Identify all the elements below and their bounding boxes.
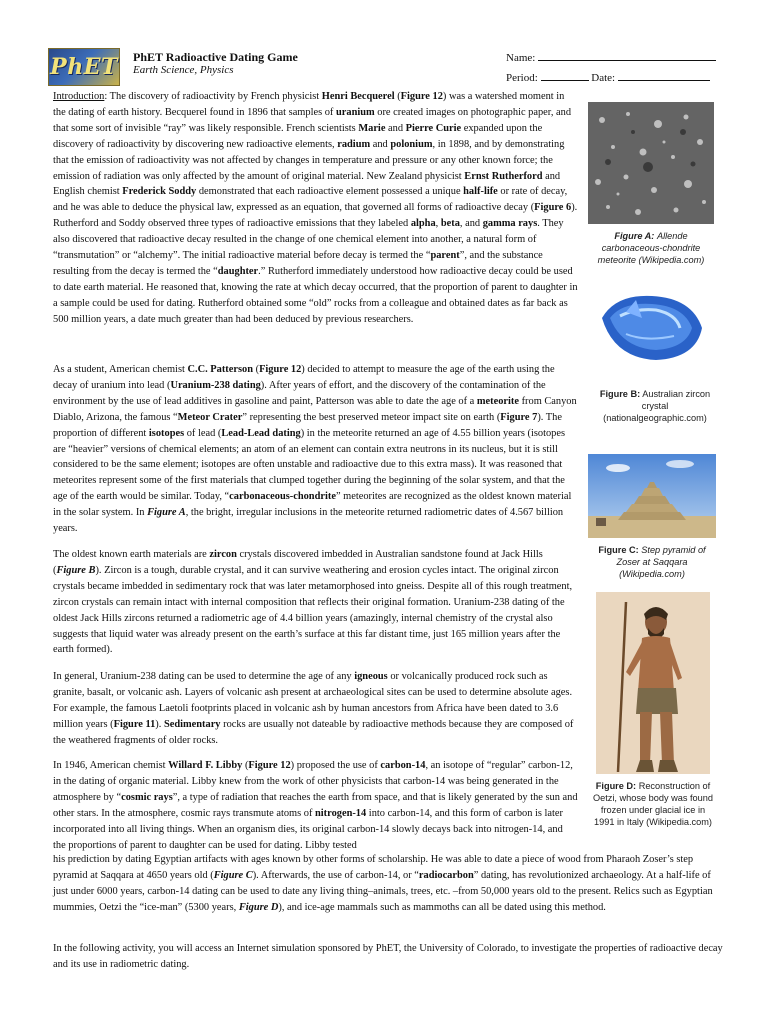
paragraph-introduction: Introduction: The discovery of radioactivity by French physicist Henri Becquerel (Figure 12) was a watershed moment in the dating of earth history. Becquerel found in 1896 that samples of uranium ore created images on photographic paper, and that some sort of invisible “ray” was likely responsible. French scientists Marie and Pierre Curie expanded upon the discovery of radioactivity by discovering new radioactive elements, radium and polonium, in 1898, and by demonstrating that the emission of radioactivity was not affected by changes in temperature and pressure or any other known force; the emission of radiation was only affected by the amount of original material. New Zealand physicist Ernst Rutherford and English chemist Frederick Soddy demonstrated that each radioactive element possessed a unique half-life or rate of decay, and he was able to deduce the physical law, expressed as an equation, that governed all forms of radioactive decay (Figure 6). Rutherford and Soddy observed three types of radioactive emissions that they labeled alpha, beta, and gamma rays. They also discovered that radioactive decay resulted in the change of one chemical element into another, a natural form of “transmutation” or “alchemy”. The initial radioactive material before decay is termed the “parent”, and the substance resulting from the decay is termed the “daughter.” Rutherford immediately understood how radioactive decay could be used to date earth material. He reasoned that, knowing the rate at which decay occurred, that the proportion of parent to daughter in a sample could be used for dating. Rutherford obtained some “old” rocks from a colleague and obtained dates as far back as 500 million years, a date much greater than had been deduced by previous researchers. xyxy=(53,91,578,325)
figure-d-image xyxy=(596,592,710,774)
figure-c-image xyxy=(588,454,716,538)
period-date-field[interactable] xyxy=(506,70,710,84)
date-label: Date: xyxy=(591,72,616,84)
figure-b-caption xyxy=(592,388,718,424)
figure-c-caption xyxy=(588,544,716,580)
figure-b-label: Figure B: xyxy=(599,389,641,399)
paragraph-activity: In the following activity, you will access an Internet simulation sponsored by PhET, the University of Colorado, to investigate the properties of radioactive decay and its use in radiometric dating. xyxy=(53,943,723,970)
figure-b-text: Australian zircon crystal (nationalgeographic.com) xyxy=(603,389,711,423)
name-field[interactable] xyxy=(506,50,716,64)
name-label: Name: xyxy=(506,52,536,64)
figure-d-label: Figure D: xyxy=(595,781,637,791)
figure-a-label: Figure A: xyxy=(614,231,655,241)
document-subtitle: Earth Science, Physics xyxy=(133,64,234,76)
figure-c-text: Step pyramid of Zoser at Saqqara (Wikipedia.com) xyxy=(616,545,706,579)
name-line xyxy=(538,50,716,61)
paragraph-igneous: In general, Uranium-238 dating can be used to determine the age of any igneous or volcanically produced rock such as granite, basalt, or volcanic ash. Layers of volcanic ash present at archaeological sites can be used to determine absolute ages. For example, the famous Laetoli footprints placed in volcanic ash by human ancestors from Africa have been dated to 3.6 million years (Figure 11). Sedimentary rocks are usually not dateable by radioactive methods because they are composed of the weathered fragments of older rocks. xyxy=(53,671,574,746)
paragraph-zircon: The oldest known earth materials are zircon crystals discovered imbedded in Australian sandstone found at Jack Hills (Figure B). Zircon is a tough, durable crystal, and it can survive weathering and erosion cycles intact. The original zircon crystals became imbedded in sedimentary rock that was later metamorphosed into gneiss. Despite all of this rough treatment, zircon crystals can remain intact with internal composition that reflects their original formation. Uranium-238 dating of the oldest Jack Hills zircons returned a radiometric age of 4.4 billion years (amazingly, internal chemistry of the crystal also suggests that liquid water was already present on the earth’s surface at this far distant time, just 165 million years after the earth formed). xyxy=(53,549,573,656)
paragraph-libby: In 1946, American chemist Willard F. Libby (Figure 12) proposed the use of carbon-14, an isotope of “regular” carbon-12, in the dating of organic material. Libby knew from the work of other physicists that carbon-14 was being generated in the atmosphere by “cosmic rays”, a type of radiation that reaches the earth from space, and that is likely generated by the sun and other stars. In the atmosphere, cosmic rays transmute atoms of nitrogen-14 into carbon-14, and this form of carbon is later incorporated into all living things. When an organism dies, its original carbon-14 slowly decays back into nitrogen-14, and the proportions of parent to daughter can be used for dating. Libby tested xyxy=(53,760,578,851)
figure-d-caption xyxy=(592,780,714,828)
figure-a-image xyxy=(588,102,714,224)
date-line xyxy=(618,70,710,81)
phet-logo xyxy=(48,48,120,86)
figure-a-caption xyxy=(586,230,716,266)
figure-c-label: Figure C: xyxy=(598,545,639,555)
document-title: PhET Radioactive Dating Game xyxy=(133,50,298,64)
period-label: Period: xyxy=(506,72,538,84)
paragraph-patterson: As a student, American chemist C.C. Patterson (Figure 12) decided to attempt to measure the age of the earth using the decay of uranium into lead (Uranium-238 dating). After years of effort, and the discovery of the contamination of the environment by the use of lead additives in gasoline and paint, Patterson was able to date the age of a meteorite from Canyon Diablo, Arizona, the famous “Meteor Crater” representing the best preserved meteor impact site on earth (Figure 7). The proportion of different isotopes of lead (Lead-Lead dating) in the meteorite returned an age of 4.55 billion years (isotopes are “heavier” versions of chemical elements; an atom of an element can contain extra neutrons in its nucleus, but it is still considered to be the same element; isotopes are often unstable and radioactive due to this extra mass). It was reasoned that meteorites represent some of the first materials that clumped together during the beginning of the solar system, and that the age of the earth would be similar. Today, “carbonaceous-chondrite” meteorites are recognized as the oldest known material in the solar system. In Figure A, the bright, irregular inclusions in the meteorite returned radiometric dates of 4.567 billion years. xyxy=(53,364,577,535)
figure-a-text: Allende carbonaceous-chondrite meteorite (Wikipedia.com) xyxy=(597,231,705,265)
figure-d-text: Reconstruction of Oetzi, whose body was found frozen under glacial ice in 1991 in Italy (Wikipedia.com) xyxy=(592,781,714,827)
period-line xyxy=(541,70,589,81)
figure-b-image xyxy=(596,288,708,366)
paragraph-libby-continued: his prediction by dating Egyptian artifacts with ages known by other forms of scholarship. He was able to date a piece of wood from Pharaoh Zoser’s step pyramid at Saqqara at 4650 years old (Figure C). Afterwards, the use of carbon-14, or “radiocarbon” dating, has revolutionized archaeology. At a half-life of just under 6000 years, carbon-14 dating can be used to date any living thing–animals, trees, etc. –from 50,000 years old to the present. Relics such as Egyptian mummies, Oetzi the “ice-man” (5300 years, Figure D), and ice-age mammals such as mammoths can all be dated using this method. xyxy=(53,854,713,913)
logo-text: PhET xyxy=(50,54,118,80)
